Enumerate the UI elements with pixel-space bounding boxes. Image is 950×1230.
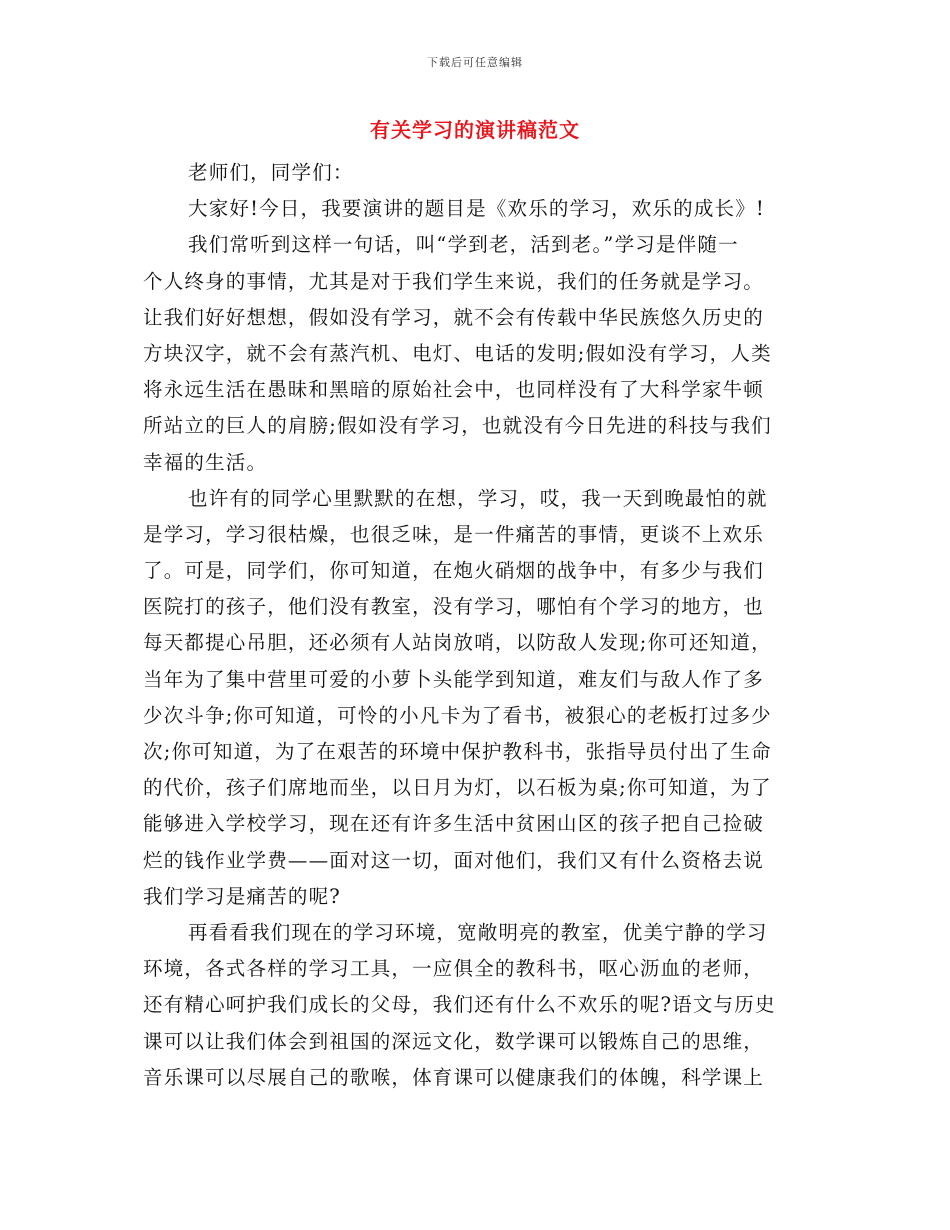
text-line: 医院打的孩子，他们没有教室，没有学习，哪怕有个学习的地方，也 (143, 595, 765, 619)
text-line: 幸福的生活。 (143, 450, 268, 474)
text-line: 再看看我们现在的学习环境，宽敞明亮的教室，优美宁静的学习 (188, 920, 768, 944)
text-line: 也许有的同学心里默默的在想，学习，哎，我一天到晚最怕的就 (188, 486, 768, 510)
text-line: 了。可是，同学们，你可知道，在炮火硝烟的战争中，有多少与我们 (143, 559, 765, 583)
text-line: 当年为了集中营里可爱的小萝卜头能学到知道，难友们与敌人作了多 (143, 667, 765, 691)
text-line: 我们学习是痛苦的呢? (143, 884, 341, 908)
text-line: 音乐课可以尽展自己的歌喉，体育课可以健康我们的体魄，科学课上 (143, 1065, 765, 1089)
text-line: 环境，各式各样的学习工具，一应俱全的教科书，呕心沥血的老师， (143, 957, 765, 981)
text-line: 方块汉字，就不会有蒸汽机、电灯、电话的发明;假如没有学习，人类 (143, 341, 772, 365)
text-line: 所站立的巨人的肩膀;假如没有学习，也就没有今日先进的科技与我们 (143, 414, 772, 438)
text-line: 个人终身的事情，尤其是对于我们学生来说，我们的任务就是学习。 (143, 269, 765, 293)
document-body (143, 155, 805, 1096)
text-line: 老师们，同学们： (188, 161, 354, 184)
text-line: 能够进入学校学习，现在还有许多生活中贫困山区的孩子把自己捡破 (143, 812, 765, 836)
text-line: 我们常听到这样一句话，叫“学到老，活到老。”学习是伴随一 (188, 233, 739, 257)
header-note: 下载后可任意编辑 (427, 56, 523, 69)
text-line: 课可以让我们体会到祖国的深远文化，数学课可以锻炼自己的思维， (143, 1029, 765, 1053)
text-line: 的代价，孩子们席地而坐，以日月为灯，以石板为桌;你可知道，为了 (143, 776, 772, 800)
text-line: 让我们好好想想，假如没有学习，就不会有传载中华民族悠久历史的 (143, 305, 765, 329)
text-line: 每天都提心吊胆，还必须有人站岗放哨，以防敌人发现;你可还知道， (143, 631, 772, 655)
text-line: 烂的钱作业学费——面对这一切，面对他们，我们又有什么资格去说 (143, 848, 765, 872)
text-line: 还有精心呵护我们成长的父母，我们还有什么不欢乐的呢?语文与历史 (143, 993, 776, 1017)
text-line: 次;你可知道，为了在艰苦的环境中保护教科书，张指导员付出了生命 (143, 740, 772, 763)
text-line: 是学习，学习很枯燥，也很乏味，是一件痛苦的事情，更谈不上欢乐 (143, 522, 765, 546)
text-line: 将永远生活在愚昧和黑暗的原始社会中，也同样没有了大科学家牛顿 (143, 378, 765, 402)
text-line: 少次斗争;你可知道，可怜的小凡卡为了看书，被狠心的老板打过多少 (143, 703, 772, 727)
document-title: 有关学习的演讲稿范文 (370, 118, 580, 142)
text-line: 大家好!今日，我要演讲的题目是《欢乐的学习，欢乐的成长》! (188, 197, 765, 221)
